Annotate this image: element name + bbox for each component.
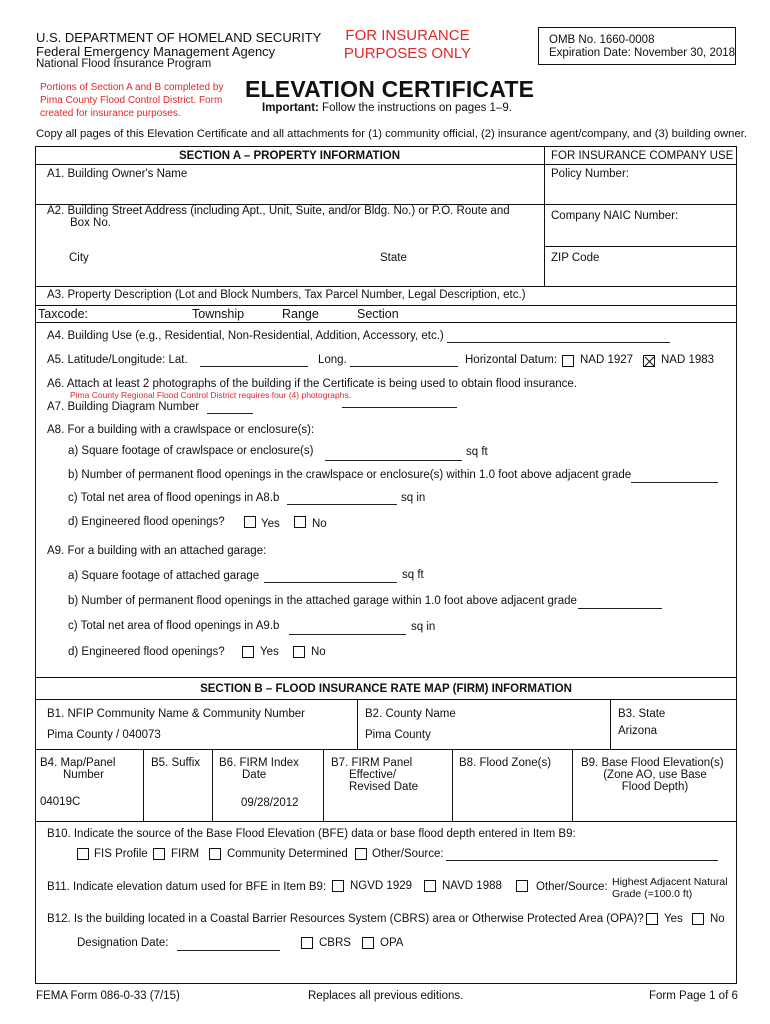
b1-label: B1. NFIP Community Name & Community Number (47, 708, 305, 720)
other-datum-label: Other/Source: (536, 881, 608, 893)
company-use-bottom-rule (544, 246, 737, 247)
b12-yes-label: Yes (664, 913, 683, 925)
b8-label: B8. Flood Zone(s) (459, 757, 552, 769)
other-datum-checkbox[interactable] (516, 880, 528, 892)
b11-label: B11. Indicate elevation datum used for BFE in Item B9: (47, 881, 327, 893)
nad1983-label: NAD 1983 (661, 354, 715, 366)
naic-label: Company NAIC Number: (551, 210, 679, 222)
a9a-field[interactable] (264, 569, 397, 583)
a9d-yes-checkbox[interactable] (242, 646, 254, 658)
pima-note-line1: Portions of Section A and B completed by (40, 82, 224, 93)
fis-profile-label: FIS Profile (94, 848, 148, 860)
a8c-field[interactable] (287, 491, 397, 505)
important-label: Important: (262, 102, 319, 114)
a9b-field[interactable] (578, 595, 662, 609)
opa-label: OPA (380, 937, 404, 949)
b7-b8-divider (452, 749, 453, 821)
a9c-label: c) Total net area of flood openings in A9.b (68, 620, 280, 632)
nad1983-checkbox[interactable] (643, 355, 655, 367)
agency-name: U.S. DEPARTMENT OF HOMELAND SECURITY (36, 30, 322, 45)
a7-label: A7. Building Diagram Number (47, 401, 200, 413)
state-label: State (380, 252, 407, 264)
company-use-divider (544, 146, 545, 286)
range-label: Range (282, 307, 319, 321)
a9-label: A9. For a building with an attached garage: (47, 545, 267, 557)
state-field[interactable] (360, 266, 540, 284)
company-use-title: FOR INSURANCE COMPANY USE (551, 150, 734, 162)
nad1927-checkbox[interactable] (562, 355, 574, 367)
b8-b9-divider (572, 749, 573, 821)
a8c-unit: sq in (401, 492, 426, 504)
a8b-label: b) Number of permanent flood openings in the crawlspace or enclosure(s) within 1.0 foot above adjacent grade (68, 469, 632, 481)
b6-label-line1: B6. FIRM Index (219, 757, 299, 769)
community-determined-checkbox[interactable] (209, 848, 221, 860)
navd-label: NAVD 1988 (442, 880, 502, 892)
b6-label-line2: Date (242, 769, 267, 781)
city-bottom-rule (35, 286, 737, 287)
b2-b3-divider (610, 699, 611, 749)
section-b-title-rule (35, 699, 737, 700)
a9d-label: d) Engineered flood openings? (68, 646, 225, 658)
a6-label: A6. Attach at least 2 photographs of the building if the Certificate is being used to obtain flood insurance. (47, 378, 577, 390)
a9a-label: a) Square footage of attached garage (68, 570, 260, 582)
a9c-unit: sq in (411, 621, 436, 633)
building-use-field[interactable] (447, 329, 670, 343)
form-number: FEMA Form 086-0-33 (7/15) (36, 990, 180, 1002)
designation-date-field[interactable] (177, 937, 280, 951)
expiration-date: Expiration Date: November 30, 2018 (549, 47, 736, 59)
community-determined-label: Community Determined (227, 848, 348, 860)
taxcode-bottom-rule (35, 322, 737, 323)
zip-field[interactable] (545, 266, 735, 284)
taxcode-label: Taxcode: (38, 307, 89, 321)
ngvd-checkbox[interactable] (332, 880, 344, 892)
a7-extra-line (342, 394, 457, 408)
city-field[interactable] (36, 266, 356, 284)
a3-label: A3. Property Description (Lot and Block Numbers, Tax Parcel Number, Legal Description, etc.) (47, 289, 526, 301)
b4-b5-divider (143, 749, 144, 821)
horizontal-datum-label: Horizontal Datum: (465, 354, 558, 366)
section-label: Section (357, 307, 399, 321)
b7-label-line1: B7. FIRM Panel (331, 757, 413, 769)
page-title: ELEVATION CERTIFICATE (245, 76, 535, 102)
b1-bottom-rule (35, 749, 737, 750)
a8d-no-label: No (312, 518, 327, 530)
b12-no-checkbox[interactable] (692, 913, 704, 925)
a9a-unit: sq ft (402, 569, 424, 581)
naic-field[interactable] (545, 226, 735, 246)
a8d-yes-checkbox[interactable] (244, 516, 256, 528)
opa-checkbox[interactable] (362, 937, 374, 949)
a2-label-line1: A2. Building Street Address (including Apt., Unit, Suite, and/or Bldg. No.) or P.O. Route and (47, 205, 510, 217)
a5-label: A5. Latitude/Longitude: Lat. (47, 354, 188, 366)
b1-value[interactable]: Pima County / 040073 (47, 729, 161, 741)
a8-label: A8. For a building with a crawlspace or enclosure(s): (47, 424, 315, 436)
a1-label: A1. Building Owner's Name (47, 168, 188, 180)
b3-value[interactable]: Arizona (618, 725, 657, 737)
city-label: City (69, 252, 89, 264)
other-source-field[interactable] (446, 847, 718, 861)
a9d-yes-label: Yes (260, 646, 279, 658)
b12-no-label: No (710, 913, 725, 925)
b4-bottom-rule (35, 821, 737, 822)
hang-note-line2[interactable]: Grade (=100.0 ft) (612, 888, 693, 900)
copy-instructions: Copy all pages of this Elevation Certificate and all attachments for (1) community official, (2) insurance agent/company, and (3) building owner. (36, 128, 748, 140)
important-text: Follow the instructions on pages 1–9. (318, 102, 512, 114)
township-label: Township (192, 307, 245, 321)
b6-b7-divider (323, 749, 324, 821)
b12-yes-checkbox[interactable] (646, 913, 658, 925)
b6-value[interactable]: 09/28/2012 (241, 797, 299, 809)
other-source-label: Other/Source: (372, 848, 444, 860)
a8d-label: d) Engineered flood openings? (68, 516, 225, 528)
b9-label-line1: B9. Base Flood Elevation(s) (581, 757, 724, 769)
zip-label: ZIP Code (551, 252, 600, 264)
b2-value[interactable]: Pima County (365, 729, 431, 741)
section-b-top-rule (35, 677, 737, 678)
a8d-yes-label: Yes (261, 518, 280, 530)
street-address-field[interactable] (36, 230, 543, 244)
longitude-field[interactable] (350, 353, 458, 367)
a8b-field[interactable] (631, 469, 718, 483)
a9d-no-checkbox[interactable] (293, 646, 305, 658)
firm-checkbox[interactable] (153, 848, 165, 860)
a3-bottom-rule (35, 305, 737, 306)
b2-label: B2. County Name (365, 708, 456, 720)
b3-label: B3. State (618, 708, 666, 720)
a9b-label: b) Number of permanent flood openings in the attached garage within 1.0 foot above adjacent grade (68, 595, 577, 607)
cbrs-checkbox[interactable] (301, 937, 313, 949)
pima-photo-requirement: Pima County Regional Flood Control District requires four (4) photographs. (70, 390, 352, 400)
program-name: National Flood Insurance Program (36, 58, 212, 70)
b9-label-line3: Flood Depth) (621, 781, 689, 793)
hang-note-line1[interactable]: Highest Adjacent Natural (612, 876, 728, 888)
agency-subname: Federal Emergency Management Agency (36, 44, 276, 59)
section-a-top-rule (35, 164, 737, 165)
b12-label: B12. Is the building located in a Coastal Barrier Resources System (CBRS) area or Otherwise Protected Area (OPA)? (47, 913, 644, 925)
cbrs-label: CBRS (319, 937, 351, 949)
b5-label: B5. Suffix (151, 757, 201, 769)
b7-label-line2: Effective/ (349, 769, 397, 781)
fis-profile-checkbox[interactable] (77, 848, 89, 860)
important-note (262, 102, 512, 114)
other-source-checkbox[interactable] (355, 848, 367, 860)
page-number: Form Page 1 of 6 (649, 990, 738, 1002)
b9-label-line2: (Zone AO, use Base (603, 769, 707, 781)
omb-box (538, 27, 736, 65)
firm-label: FIRM (171, 848, 200, 860)
policy-number-label: Policy Number: (551, 168, 629, 180)
insurance-stamp-line2: PURPOSES ONLY (343, 45, 472, 62)
a8a-unit: sq ft (466, 446, 488, 458)
b5-b6-divider (212, 749, 213, 821)
ngvd-label: NGVD 1929 (350, 880, 413, 892)
replaces-note: Replaces all previous editions. (308, 990, 464, 1002)
policy-number-field[interactable] (545, 182, 735, 202)
owner-name-field[interactable] (36, 182, 543, 202)
b4-value[interactable]: 04019C (40, 796, 81, 808)
pima-note-line3: created for insurance purposes. (40, 108, 181, 119)
nad1927-label: NAD 1927 (580, 354, 634, 366)
a8a-field[interactable] (325, 447, 462, 461)
pima-note-line2: Pima County Flood Control District. Form (40, 95, 223, 106)
b10-label: B10. Indicate the source of the Base Flood Elevation (BFE) data or base flood depth entered in Item B9: (47, 828, 576, 840)
a2-label-line2: Box No. (70, 217, 111, 229)
a9d-no-label: No (311, 646, 326, 658)
section-b-title: SECTION B – FLOOD INSURANCE RATE MAP (FIRM) INFORMATION (200, 683, 572, 695)
b7-label-line3: Revised Date (349, 781, 419, 793)
a8c-label: c) Total net area of flood openings in A8.b (68, 492, 280, 504)
designation-date-label: Designation Date: (77, 937, 169, 949)
a4-label: A4. Building Use (e.g., Residential, Non-Residential, Addition, Accessory, etc.) (47, 330, 444, 342)
a8a-label: a) Square footage of crawlspace or enclosure(s) (68, 445, 314, 457)
section-a-title: SECTION A – PROPERTY INFORMATION (178, 150, 401, 162)
omb-number: OMB No. 1660-0008 (549, 34, 655, 46)
insurance-stamp-line1: FOR INSURANCE (345, 27, 470, 44)
navd-checkbox[interactable] (424, 880, 436, 892)
latitude-field[interactable] (200, 353, 308, 367)
b4-label-line1: B4. Map/Panel (40, 757, 116, 769)
a9c-field[interactable] (289, 621, 406, 635)
diagram-number-field[interactable] (207, 400, 253, 414)
longitude-label: Long. (318, 354, 347, 366)
b4-label-line2: Number (63, 769, 104, 781)
b1-b2-divider (357, 699, 358, 749)
a8d-no-checkbox[interactable] (294, 516, 306, 528)
